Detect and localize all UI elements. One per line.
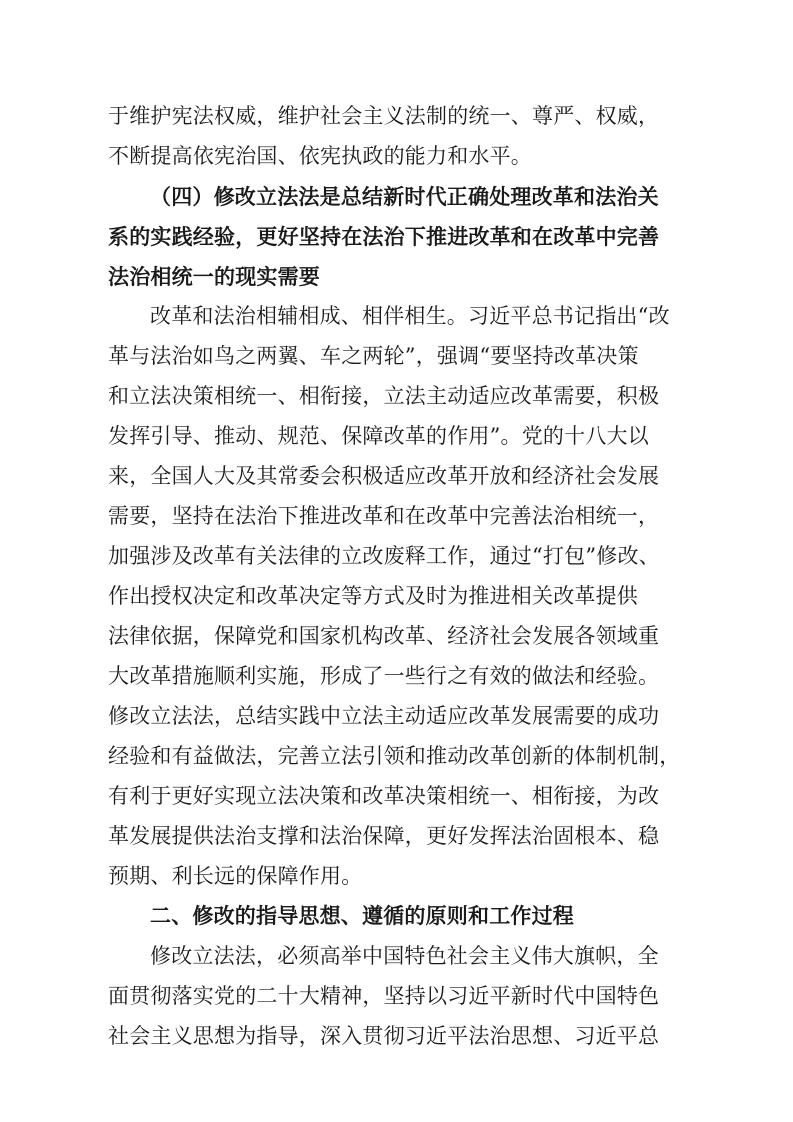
section-heading-line: 法治相统一的现实需要 [108, 264, 320, 289]
paragraph-line: 来，全国人大及其常委会积极适应改革开放和经济社会发展 [108, 464, 660, 488]
paragraph-line: 作出授权决定和改革决定等方式及时为推进相关改革提供 [108, 584, 638, 608]
paragraph-line: 修改立法法，总结实践中立法主动适应改革发展需要的成功 [108, 704, 660, 728]
paragraph-line: 改革和法治相辅相成、相伴相生。习近平总书记指出“改 [150, 304, 670, 328]
paragraph-line: 大改革措施顺利实施，形成了一些行之有效的做法和经验。 [108, 664, 660, 688]
paragraph-line: 革与法治如鸟之两翼、车之两轮”，强调“要坚持改革决策 [108, 344, 639, 368]
paragraph-line: 经验和有益做法，完善立法引领和推动改革创新的体制机制， [108, 744, 681, 768]
paragraph-line: 修改立法法，必须高举中国特色社会主义伟大旗帜，全 [150, 944, 659, 968]
section-heading-line: 系的实践经验，更好坚持在法治下推进改革和在改革中完善 [108, 224, 660, 249]
paragraph-line: 加强涉及改革有关法律的立改废释工作，通过“打包”修改、 [108, 544, 660, 568]
section-heading-line: （四）修改立法法是总结新时代正确处理改革和法治关 [150, 184, 659, 209]
paragraph-line: 预期、利长远的保障作用。 [108, 864, 363, 888]
paragraph-line: 面贯彻落实党的二十大精神，坚持以习近平新时代中国特色 [108, 984, 660, 1008]
paragraph-line: 发挥引导、推动、规范、保障改革的作用”。党的十八大以 [108, 424, 649, 448]
paragraph-line: 有利于更好实现立法决策和改革决策相统一、相衔接，为改 [108, 784, 660, 808]
paragraph-line: 于维护宪法权威，维护社会主义法制的统一、尊严、权威， [108, 104, 660, 128]
paragraph-line: 不断提高依宪治国、依宪执政的能力和水平。 [108, 144, 532, 168]
paragraph-line: 需要，坚持在法治下推进改革和在改革中完善法治相统一， [108, 504, 660, 528]
paragraph-line: 法律依据，保障党和国家机构改革、经济社会发展各领域重 [108, 624, 660, 648]
chapter-heading: 二、修改的指导思想、遵循的原则和工作过程 [150, 904, 574, 928]
paragraph-line: 革发展提供法治支撑和法治保障，更好发挥法治固根本、稳 [108, 824, 660, 848]
paragraph-line: 社会主义思想为指导，深入贯彻习近平法治思想、习近平总 [108, 1024, 660, 1048]
paragraph-line: 和立法决策相统一、相衔接，立法主动适应改革需要，积极 [108, 384, 660, 408]
